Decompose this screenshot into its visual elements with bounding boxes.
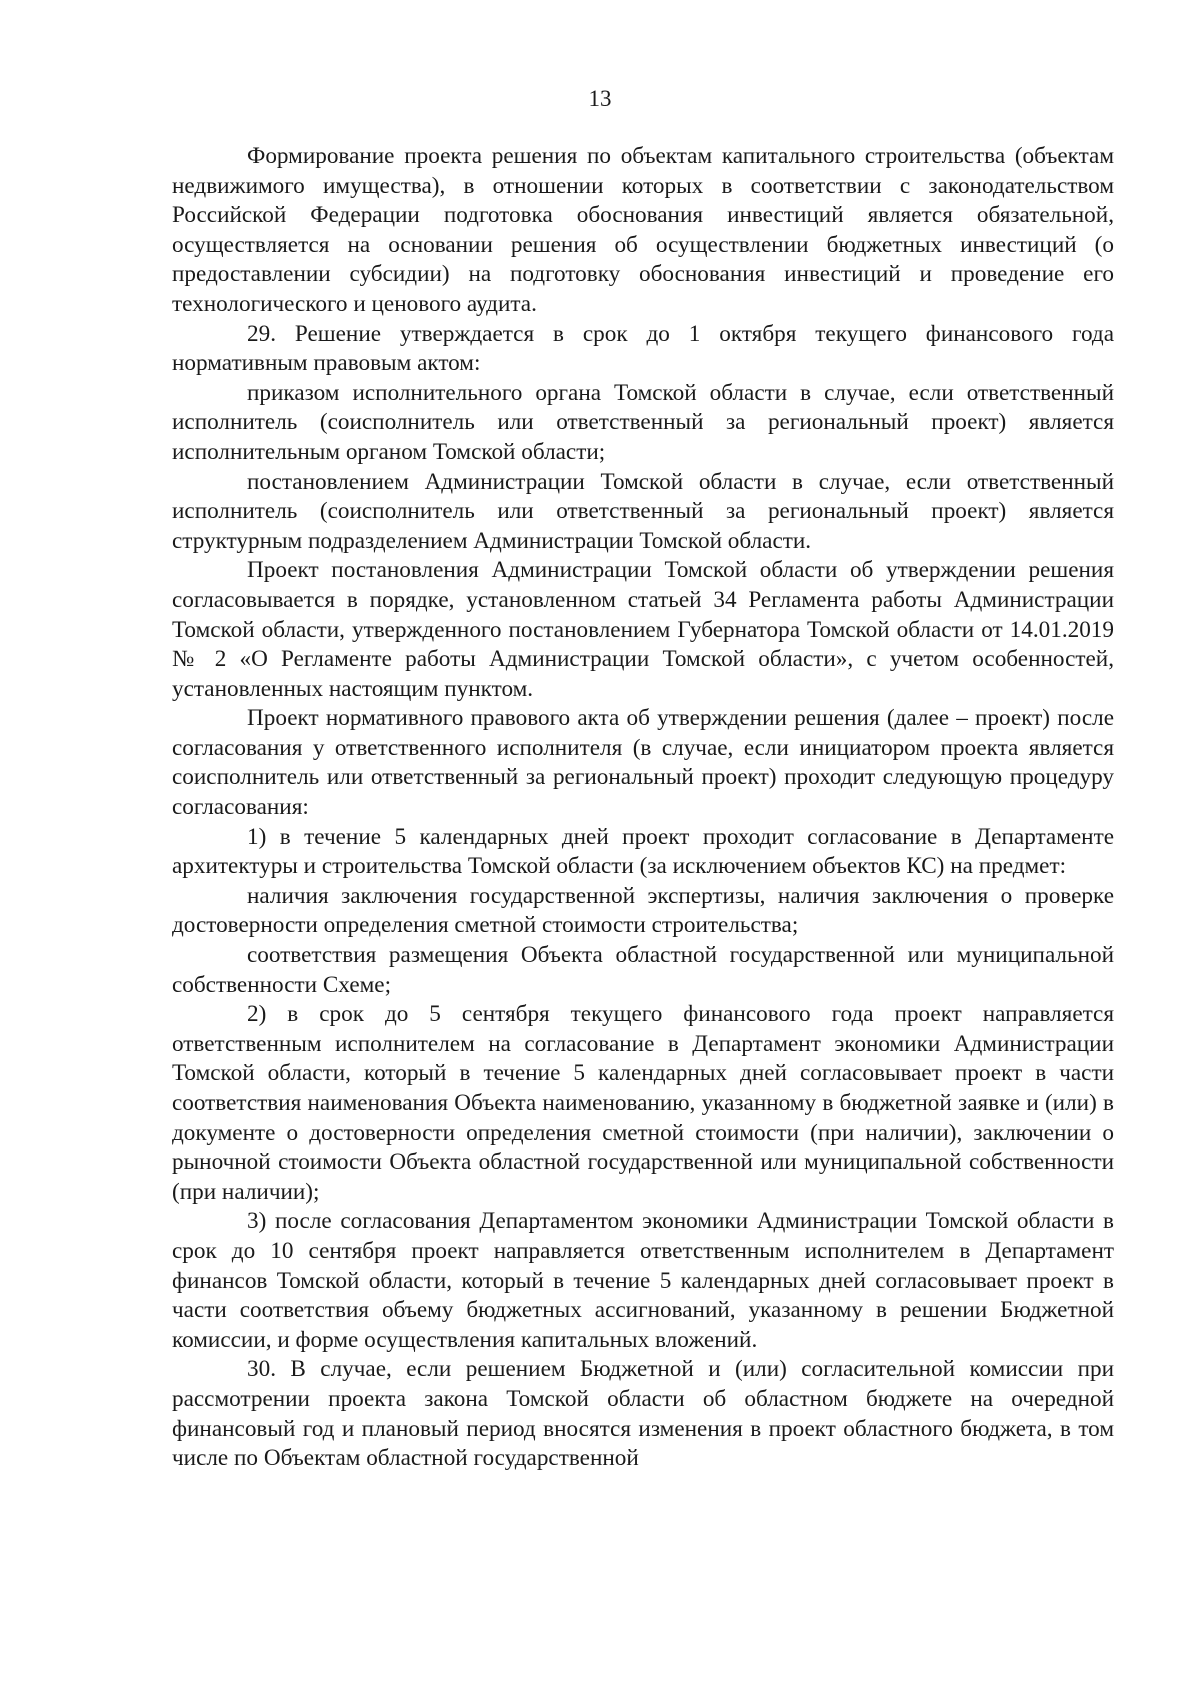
document-body (172, 142, 1114, 1474)
paragraph-step-1: 1) в течение 5 календарных дней проект проходит согласование в Департаменте архитектуры и строительства Томской области (за исключением объектов КС) на предмет: (172, 823, 1114, 880)
paragraph-draft-act-procedure: Проект нормативного правового акта об утверждении решения (далее – проект) после согласования у ответственного исполнителя (в случае, если инициатором проекта является соисполнитель или ответственный за региональный проект) проходит следующую процедуру согласования: (172, 705, 1114, 821)
paragraph-step-2: 2) в срок до 5 сентября текущего финансового года проект направляется ответственным исполнителем на согласование в Департамент экономики Администрации Томской области, который в течение 5 календарных дней согласовывает проект в части соответствия наименования Объекта наименованию, указанному в бюджетной заявке и (или) в документе о достоверности определения сметной стоимости (при наличии), заключении о рыночной стоимости Объекта областной государственной или муниципальной собственности (при наличии); (172, 1001, 1114, 1205)
paragraph-resolution-administration: постановлением Администрации Томской области в случае, если ответственный исполнитель (соисполнитель или ответственный за региональный проект) является структурным подразделением Администрации Томской области. (172, 468, 1114, 554)
paragraph-clause-30: 30. В случае, если решением Бюджетной и (или) согласительной комиссии при рассмотрении проекта закона Томской области об областном бюджете на очередной финансовый год и плановый период вносятся изменения в проект областного бюджета, в том числе по Объектам областной государственной (172, 1356, 1114, 1472)
paragraph-step-3: 3) после согласования Департаментом экономики Администрации Томской области в срок до 10 сентября проект направляется ответственным исполнителем в Департамент финансов Томской области, который в течение 5 календарных дней согласовывает проект в части соответствия объему бюджетных ассигнований, указанному в решении Бюджетной комиссии, и форме осуществления капитальных вложений. (172, 1208, 1114, 1353)
page-number: 13 (588, 86, 612, 111)
paragraph-state-expertise: наличия заключения государственной экспертизы, наличия заключения о проверке достоверности определения сметной стоимости строительства; (172, 882, 1114, 939)
paragraph-investment-justification: Формирование проекта решения по объектам капитального строительства (объектам недвижимого имущества), в отношении которых в соответствии с законодательством Российской Федерации подготовка обоснования инвестиций является обязательной, осуществляется на основании решения об осуществлении бюджетных инвестиций (о предоставлении субсидии) на подготовку обоснования инвестиций и проведение его технологического и ценового аудита. (172, 143, 1114, 317)
paragraph-clause-29: 29. Решение утверждается в срок до 1 октября текущего финансового года нормативным правовым актом: (172, 320, 1114, 377)
paragraph-draft-resolution-approval: Проект постановления Администрации Томской области об утверждении решения согласовывается в порядке, установленном статьей 34 Регламента работы Администрации Томской области, утвержденного постановлением Губернатора Томской области от 14.01.2019 № 2 «О Регламенте работы Администрации Томской области», с учетом особенностей, установленных настоящим пунктом. (172, 557, 1114, 702)
paragraph-order-executive-body: приказом исполнительного органа Томской области в случае, если ответственный исполнитель (соисполнитель или ответственный за региональный проект) является исполнительным органом Томской области; (172, 379, 1114, 465)
paragraph-scheme-compliance: соответствия размещения Объекта областной государственной или муниципальной собственности Схеме; (172, 942, 1114, 998)
